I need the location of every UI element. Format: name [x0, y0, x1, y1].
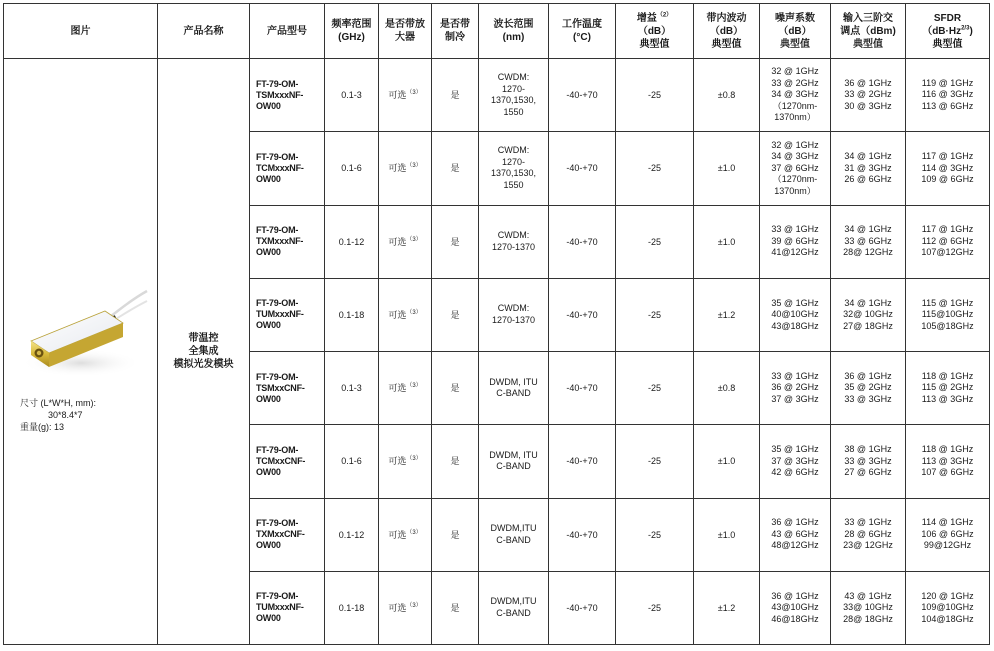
flatness-cell: ±1.0 [694, 132, 760, 205]
iip3-cell [831, 352, 906, 425]
noise-cell [760, 352, 831, 425]
cell-line: 1370,1530, [490, 95, 537, 106]
cell-line: 115@10GHz [921, 309, 974, 320]
cell-line: 34 @ 1GHz [844, 224, 892, 235]
cell-line: 35 @ 2GHz [844, 382, 892, 393]
cell-line: 33 @ 3GHz [844, 455, 892, 466]
cooling-cell: 是 [432, 571, 479, 644]
freq-cell: 0.1-18 [325, 278, 379, 351]
iip3-cell [831, 425, 906, 498]
iip3-cell [831, 278, 906, 351]
header-amp: 是否带放 大器 [379, 4, 432, 59]
cell-line: 33 @ 2GHz [844, 89, 892, 100]
cell-line: 99@12GHz [923, 540, 972, 551]
temp-cell: -40-+70 [549, 59, 616, 132]
cell-line: 118 @ 1GHz [921, 444, 974, 455]
sfdr-cell [906, 59, 990, 132]
noise-cell [760, 132, 831, 205]
cell-line: 34 @ 1GHz [844, 297, 892, 308]
cooling-cell: 是 [432, 59, 479, 132]
cell-line: 33 @ 3GHz [844, 393, 892, 404]
cell-line: 33 @ 1GHz [771, 370, 819, 381]
cell-line: 33 @ 6GHz [844, 235, 892, 246]
wavelength-cell [479, 352, 549, 425]
model-cell: FT-79-OM- TCMxxCNF- OW00 [250, 425, 325, 498]
wavelength-cell [479, 278, 549, 351]
amp-cell: 可选$^{(3)}$ [379, 352, 432, 425]
header-cooling: 是否带 制冷 [432, 4, 479, 59]
noise-cell [760, 425, 831, 498]
header-row [4, 4, 990, 59]
product-photo-icon [11, 271, 151, 391]
gain-cell: -25 [616, 425, 694, 498]
header-gain: 增益$^{(2)}$ （dB） 典型值 [616, 4, 694, 59]
cell-line: C-BAND [496, 607, 531, 618]
noise-cell [760, 498, 831, 571]
cell-line: 46@18GHz [771, 613, 819, 624]
cell-line: 39 @ 6GHz [771, 235, 819, 246]
cell-line: 116 @ 3GHz [921, 89, 974, 100]
cell-line: 34 @ 1GHz [844, 151, 892, 162]
cell-line: 114 @ 3GHz [921, 162, 974, 173]
cell-line: 115 @ 1GHz [921, 297, 974, 308]
cell-line: 43 @ 1GHz [844, 590, 892, 601]
cell-line: CWDM: [497, 303, 530, 314]
cell-line: 34 @ 3GHz [771, 89, 819, 100]
header-image: 图片 [4, 4, 158, 59]
iip3-cell [831, 132, 906, 205]
cell-line: 114 @ 1GHz [921, 517, 974, 528]
cell-line: 36 @ 1GHz [771, 517, 819, 528]
cell-line: 36 @ 1GHz [844, 370, 892, 381]
wavelength-cell [479, 132, 549, 205]
temp-cell: -40-+70 [549, 205, 616, 278]
cell-line: 1270-1370 [491, 314, 536, 325]
cooling-cell: 是 [432, 278, 479, 351]
cell-line: 32@ 10GHz [843, 309, 893, 320]
cell-line: 36 @ 2GHz [771, 382, 819, 393]
header-flatness: 带内波动 （dB） 典型值 [694, 4, 760, 59]
model-cell: FT-79-OM- TXMxxCNF- OW00 [250, 498, 325, 571]
iip3-cell [831, 59, 906, 132]
cell-line: 1550 [503, 106, 524, 117]
cell-line: 115 @ 2GHz [921, 382, 974, 393]
cell-line: 27@ 18GHz [843, 320, 893, 331]
header-model: 产品型号 [250, 4, 325, 59]
cell-line: 1370,1530, [490, 168, 537, 179]
cell-line: 33 @ 1GHz [771, 224, 819, 235]
sfdr-cell [906, 352, 990, 425]
temp-cell: -40-+70 [549, 132, 616, 205]
iip3-cell [831, 571, 906, 644]
cell-line: 107 @ 6GHz [921, 467, 974, 478]
cell-line: 109 @ 6GHz [921, 174, 974, 185]
model-cell: FT-79-OM- TSMxxxNF- OW00 [250, 59, 325, 132]
cell-line: 33@ 10GHz [843, 602, 893, 613]
cell-line: 30 @ 3GHz [844, 100, 892, 111]
cell-line: DWDM,ITU [490, 523, 537, 534]
gain-cell: -25 [616, 59, 694, 132]
sfdr-cell [906, 132, 990, 205]
cell-line: 1270-1370 [491, 241, 536, 252]
amp-cell: 可选$^{(3)}$ [379, 132, 432, 205]
cell-line: 1370nm） [774, 185, 816, 196]
wavelength-cell [479, 425, 549, 498]
temp-cell: -40-+70 [549, 425, 616, 498]
freq-cell: 0.1-6 [325, 425, 379, 498]
header-temp: 工作温度 (°C) [549, 4, 616, 59]
header-noise: 噪声系数 （dB） 典型值 [760, 4, 831, 59]
header-freq: 频率范围 (GHz) [325, 4, 379, 59]
cell-line: C-BAND [496, 388, 531, 399]
cell-line: 28 @ 6GHz [844, 528, 892, 539]
cell-line: 120 @ 1GHz [921, 590, 974, 601]
cell-line: 43 @ 6GHz [771, 528, 819, 539]
header-sfdr: SFDR $(dB\cdot Hz^{2/3})$ 典型值 [906, 4, 990, 59]
freq-cell: 0.1-3 [325, 59, 379, 132]
temp-cell: -40-+70 [549, 352, 616, 425]
cooling-cell: 是 [432, 352, 479, 425]
flatness-cell: ±1.0 [694, 425, 760, 498]
cell-line: 1550 [503, 179, 524, 190]
noise-cell [760, 278, 831, 351]
cell-line: 113 @ 6GHz [921, 100, 974, 111]
size-value: 30*8.4*7 [48, 409, 83, 420]
cell-line: 118 @ 1GHz [921, 370, 974, 381]
cell-line: （1270nm- [772, 174, 818, 185]
wavelength-cell [479, 571, 549, 644]
cooling-cell: 是 [432, 205, 479, 278]
cell-line: 33 @ 1GHz [844, 517, 892, 528]
temp-cell: -40-+70 [549, 498, 616, 571]
cell-line: 113 @ 3GHz [921, 393, 974, 404]
cell-line: 36 @ 1GHz [844, 77, 892, 88]
cell-line: 36 @ 1GHz [771, 590, 819, 601]
cell-line: 34 @ 3GHz [771, 151, 819, 162]
size-label: 尺寸 (L*W*H, mm): [20, 397, 96, 408]
header-iip3: 输入三阶交 调点（dBm) 典型值 [831, 4, 906, 59]
cell-line: DWDM, ITU [489, 449, 538, 460]
flatness-cell: ±1.0 [694, 498, 760, 571]
iip3-cell [831, 498, 906, 571]
cell-line: 41@12GHz [771, 247, 819, 258]
cell-line: 35 @ 1GHz [771, 444, 819, 455]
product-name-cell: 带温控 全集成 模拟光发模块 [158, 59, 250, 645]
freq-cell: 0.1-12 [325, 498, 379, 571]
sfdr-cell [906, 205, 990, 278]
amp-cell: 可选$^{(3)}$ [379, 205, 432, 278]
cell-line: 107@12GHz [921, 247, 974, 258]
cell-line: 27 @ 6GHz [844, 467, 892, 478]
cell-line: 42 @ 6GHz [771, 467, 819, 478]
cooling-cell: 是 [432, 425, 479, 498]
cell-line: （1270nm- [772, 100, 818, 111]
cell-line: C-BAND [496, 534, 531, 545]
gain-cell: -25 [616, 278, 694, 351]
cell-line: 109@10GHz [921, 602, 974, 613]
amp-cell: 可选$^{(3)}$ [379, 498, 432, 571]
cell-line: 43@18GHz [771, 320, 819, 331]
flatness-cell: ±0.8 [694, 352, 760, 425]
freq-cell: 0.1-3 [325, 352, 379, 425]
wavelength-cell [479, 498, 549, 571]
cell-line: CWDM: [497, 230, 530, 241]
cell-line: 31 @ 3GHz [844, 162, 892, 173]
wavelength-cell [479, 59, 549, 132]
cell-line: 37 @ 3GHz [771, 455, 819, 466]
cell-line: 33 @ 2GHz [771, 77, 819, 88]
gain-cell: -25 [616, 571, 694, 644]
cell-line: 1370nm） [774, 112, 816, 123]
cell-line: 117 @ 1GHz [921, 151, 974, 162]
cooling-cell: 是 [432, 132, 479, 205]
cell-line: 104@18GHz [921, 613, 974, 624]
cooling-cell: 是 [432, 498, 479, 571]
iip3-cell [831, 205, 906, 278]
weight-label: 重量(g): 13 [20, 421, 65, 432]
cell-line: 112 @ 6GHz [921, 235, 974, 246]
amp-cell: 可选$^{(3)}$ [379, 278, 432, 351]
amp-cell: 可选$^{(3)}$ [379, 59, 432, 132]
flatness-cell: ±1.0 [694, 205, 760, 278]
flatness-cell: ±1.2 [694, 571, 760, 644]
cell-line: 38 @ 1GHz [844, 444, 892, 455]
header-wavelength: 波长范围 (nm) [479, 4, 549, 59]
gain-cell: -25 [616, 205, 694, 278]
cell-line: 119 @ 1GHz [921, 77, 974, 88]
cell-line: 35 @ 1GHz [771, 297, 819, 308]
model-cell: FT-79-OM- TUMxxxNF- OW00 [250, 278, 325, 351]
cell-line: 40@10GHz [771, 309, 819, 320]
wavelength-cell [479, 205, 549, 278]
cell-line: 23@ 12GHz [843, 540, 893, 551]
cell-line: CWDM: [497, 72, 530, 83]
sfdr-cell [906, 425, 990, 498]
cell-line: 37 @ 6GHz [771, 162, 819, 173]
table-row [4, 59, 990, 132]
gain-cell: -25 [616, 498, 694, 571]
amp-cell: 可选$^{(3)}$ [379, 425, 432, 498]
freq-cell: 0.1-6 [325, 132, 379, 205]
amp-cell: 可选$^{(3)}$ [379, 571, 432, 644]
cell-line: 32 @ 1GHz [771, 139, 819, 150]
temp-cell: -40-+70 [549, 278, 616, 351]
gain-cell: -25 [616, 352, 694, 425]
header-product-name: 产品名称 [158, 4, 250, 59]
cell-line: 105@18GHz [921, 320, 974, 331]
sfdr-cell [906, 498, 990, 571]
spec-table [3, 3, 990, 645]
cell-line: 32 @ 1GHz [771, 66, 819, 77]
cell-line: C-BAND [496, 461, 531, 472]
noise-cell [760, 205, 831, 278]
cell-line: 113 @ 3GHz [921, 455, 974, 466]
model-cell: FT-79-OM- TSMxxCNF- OW00 [250, 352, 325, 425]
flatness-cell: ±0.8 [694, 59, 760, 132]
freq-cell: 0.1-18 [325, 571, 379, 644]
cell-line: 26 @ 6GHz [844, 174, 892, 185]
gain-cell: -25 [616, 132, 694, 205]
sfdr-cell [906, 571, 990, 644]
cell-line: 48@12GHz [771, 540, 819, 551]
product-image-cell [4, 59, 158, 645]
freq-cell: 0.1-12 [325, 205, 379, 278]
cell-line: 106 @ 6GHz [921, 528, 974, 539]
model-cell: FT-79-OM- TUMxxxNF- OW00 [250, 571, 325, 644]
cell-line: 43@10GHz [771, 602, 819, 613]
temp-cell: -40-+70 [549, 571, 616, 644]
flatness-cell: ±1.2 [694, 278, 760, 351]
cell-line: 117 @ 1GHz [921, 224, 974, 235]
model-cell: FT-79-OM- TCMxxxNF- OW00 [250, 132, 325, 205]
cell-line: DWDM,ITU [490, 596, 537, 607]
cell-line: 28@ 18GHz [843, 613, 893, 624]
cell-line: CWDM: [497, 145, 530, 156]
noise-cell [760, 59, 831, 132]
cell-line: 1270- [501, 83, 526, 94]
noise-cell [760, 571, 831, 644]
model-cell: FT-79-OM- TXMxxxNF- OW00 [250, 205, 325, 278]
cell-line: 1270- [501, 156, 526, 167]
cell-line: DWDM, ITU [489, 376, 538, 387]
sfdr-cell [906, 278, 990, 351]
cell-line: 37 @ 3GHz [771, 393, 819, 404]
cell-line: 28@ 12GHz [843, 247, 893, 258]
